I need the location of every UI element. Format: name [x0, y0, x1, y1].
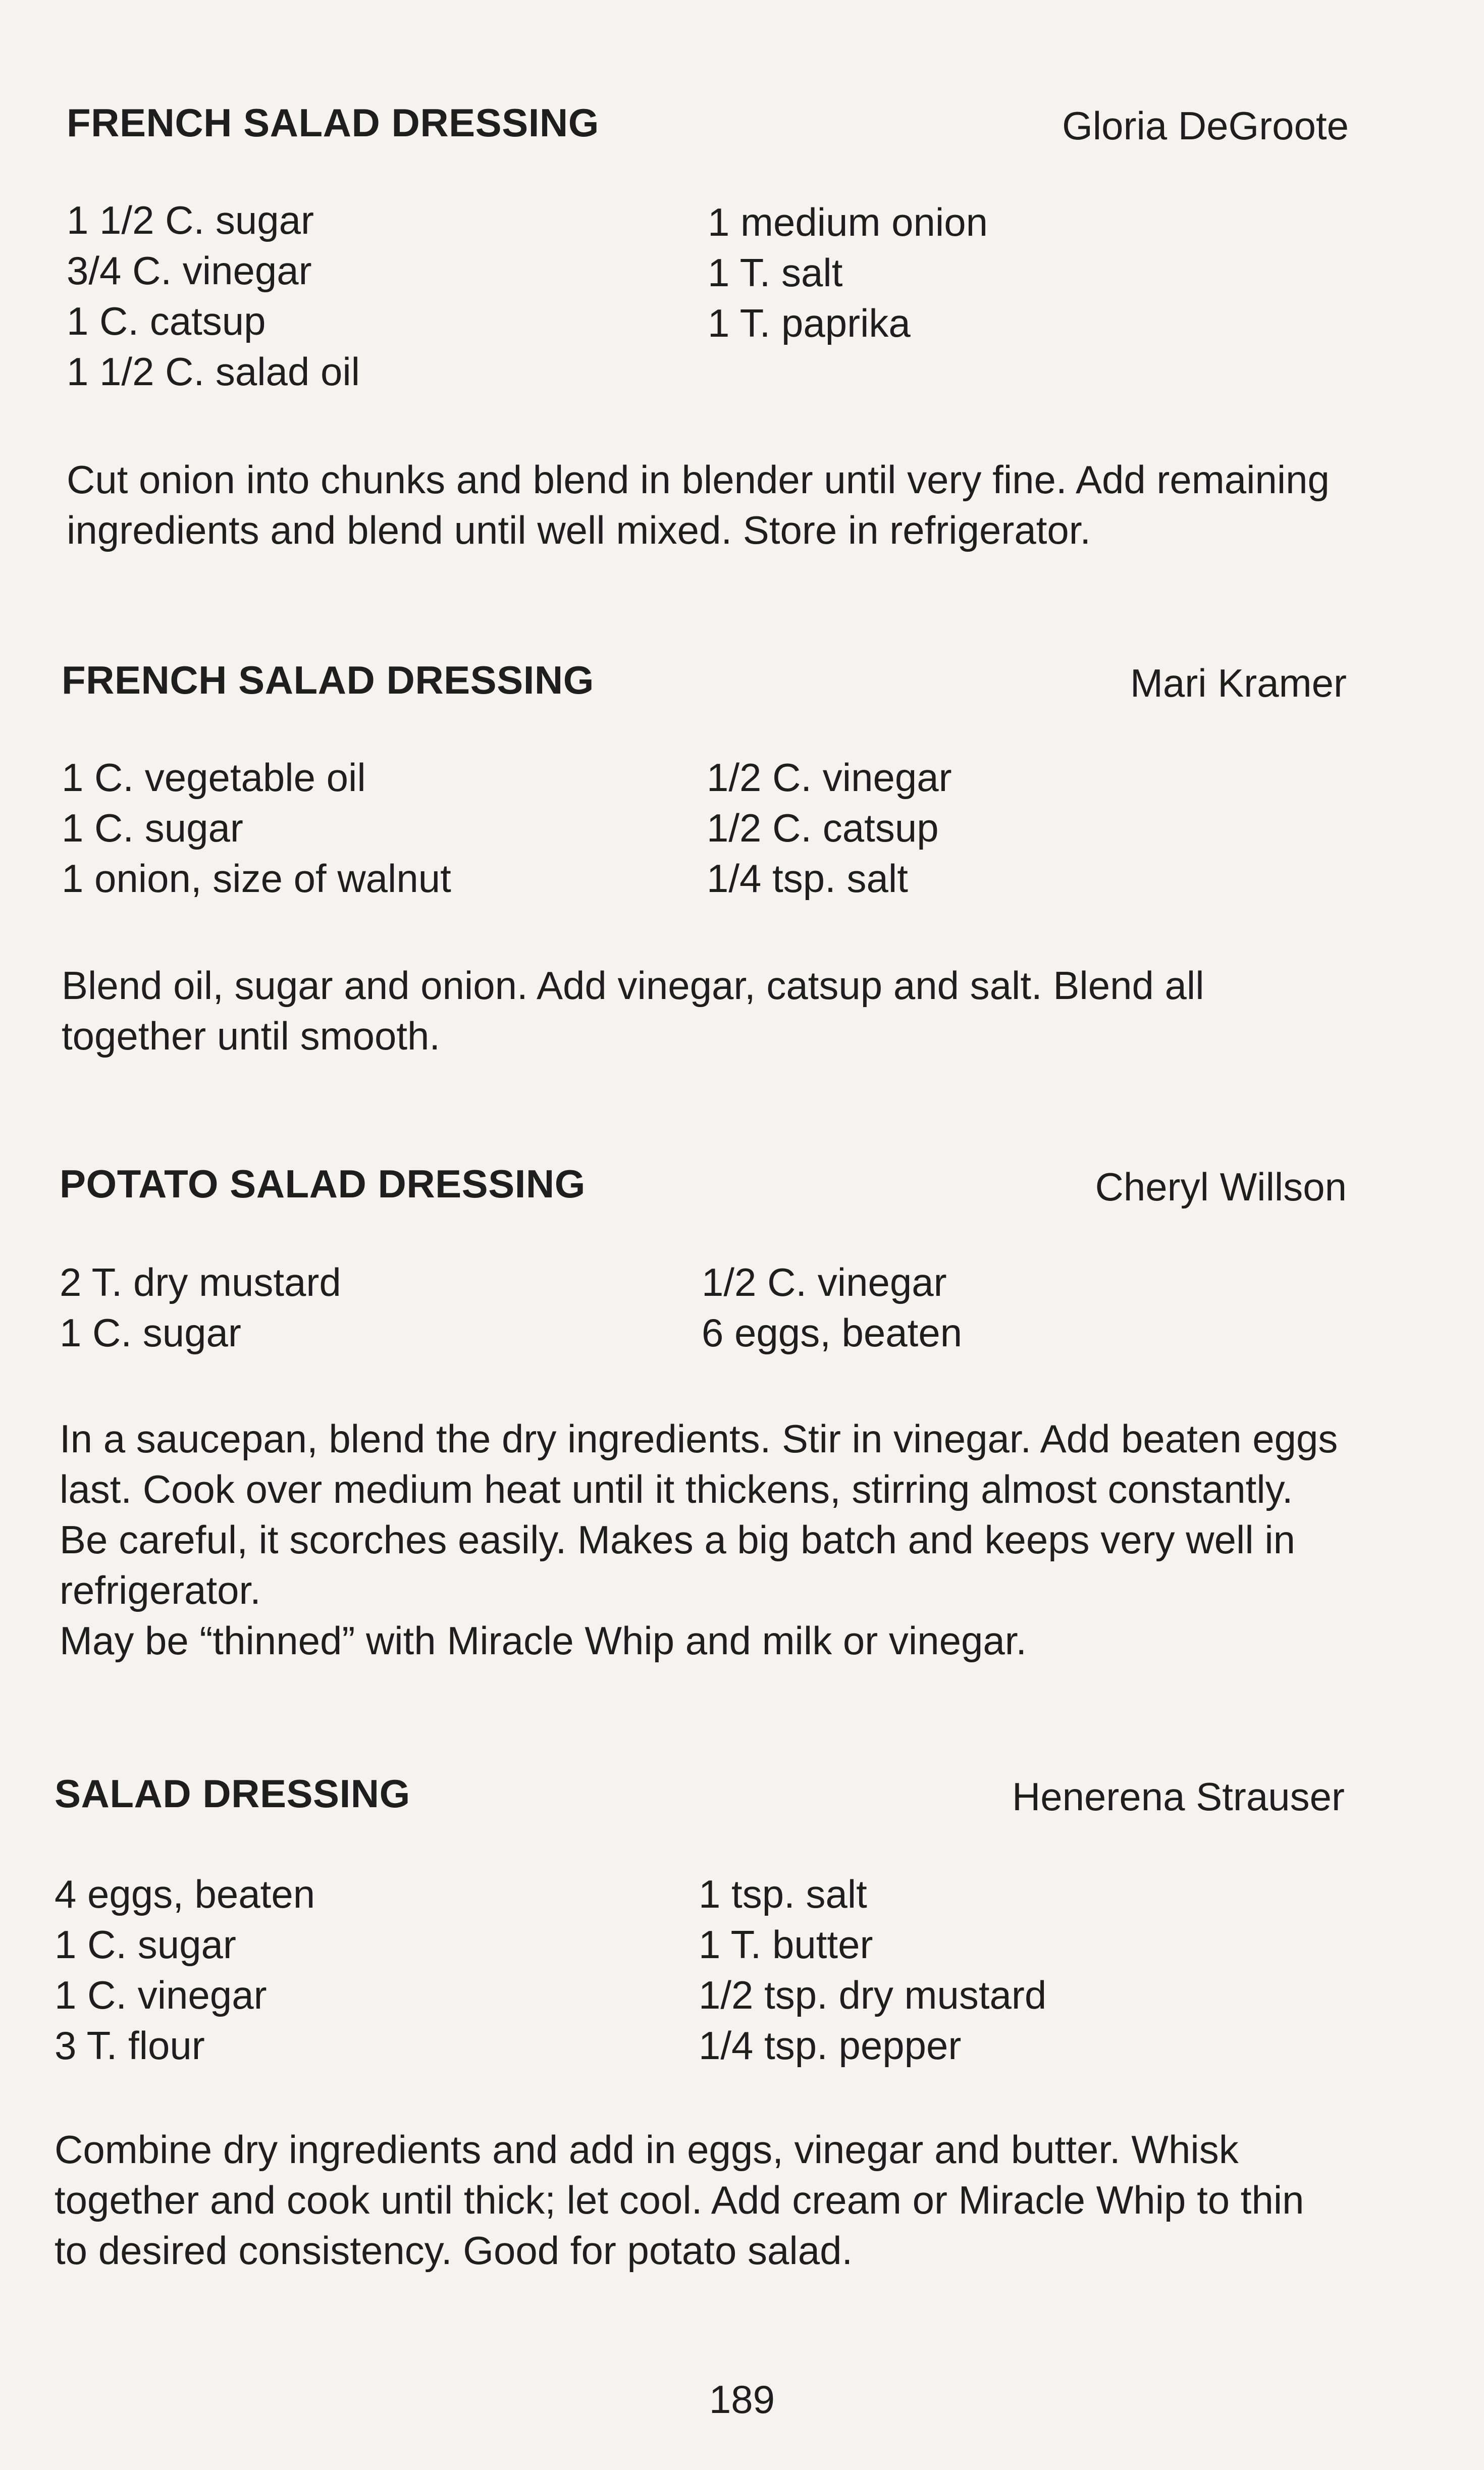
- ingredient-column-right: [707, 752, 952, 904]
- recipe-author: Gloria DeGroote: [1062, 103, 1349, 148]
- directions-note: May be “thinned” with Miracle Whip and milk or vinegar.: [60, 1618, 1027, 1663]
- ingredient-item: 1 onion, size of walnut: [62, 856, 451, 901]
- recipe-header: [60, 1161, 1347, 1217]
- ingredient-list: [60, 1257, 1347, 1358]
- recipe-author: Henerena Strauser: [1012, 1774, 1345, 1819]
- recipe-title: FRENCH SALAD DRESSING: [62, 658, 594, 702]
- directions-paragraph: Cut onion into chunks and blend in blender until very fine. Add remaining ingredients and blend until well mixed. Store in refrigerator.: [67, 457, 1330, 552]
- ingredient-item: 1/2 C. catsup: [707, 806, 939, 850]
- recipe-title: POTATO SALAD DRESSING: [60, 1162, 586, 1206]
- directions-paragraph: Blend oil, sugar and onion. Add vinegar, catsup and salt. Blend all together until smooth.: [62, 963, 1204, 1058]
- recipe-directions: [67, 454, 1349, 555]
- ingredient-item: 3/4 C. vinegar: [67, 248, 312, 293]
- ingredient-list: [62, 752, 1347, 904]
- ingredient-list: [67, 195, 1349, 397]
- ingredient-item: 6 eggs, beaten: [702, 1310, 963, 1355]
- recipe-header: [55, 1771, 1345, 1826]
- recipe-french-salad-dressing-kramer: [62, 657, 1347, 1058]
- recipe-potato-salad-dressing: [60, 1161, 1347, 1663]
- ingredient-column-right: [699, 1869, 1046, 2071]
- ingredient-item: 1 C. sugar: [55, 1922, 236, 1967]
- ingredient-item: 1/2 tsp. dry mustard: [699, 1973, 1047, 2017]
- ingredient-item: 1 C. vinegar: [55, 1973, 267, 2017]
- directions-paragraph: Combine dry ingredients and add in eggs, vinegar and butter. Whisk together and cook until thick; let cool. Add cream or Miracle Whip to thin to desired consistency. Good for potato salad.: [55, 2127, 1304, 2273]
- ingredient-item: 1 1/2 C. sugar: [67, 198, 314, 242]
- ingredient-column-left: [55, 1869, 315, 2071]
- recipe-author: Mari Kramer: [1130, 661, 1347, 705]
- page-number: 189: [709, 2377, 775, 2422]
- recipe-title: SALAD DRESSING: [55, 1771, 410, 1816]
- ingredient-item: 1/4 tsp. pepper: [699, 2023, 962, 2068]
- ingredient-item: 1 1/2 C. salad oil: [67, 349, 360, 394]
- ingredient-item: 1 T. salt: [708, 250, 843, 295]
- ingredient-item: 4 eggs, beaten: [55, 1872, 315, 1916]
- ingredient-item: 1 C. sugar: [60, 1310, 241, 1355]
- ingredient-item: 1 C. catsup: [67, 299, 266, 343]
- ingredient-item: 1/2 C. vinegar: [707, 755, 952, 800]
- ingredient-column-right: [702, 1257, 962, 1358]
- ingredient-item: 1/4 tsp. salt: [707, 856, 908, 901]
- recipe-directions: [62, 960, 1347, 1061]
- ingredient-item: 1 tsp. salt: [699, 1872, 867, 1916]
- ingredient-item: 1 medium onion: [708, 200, 988, 244]
- recipe-directions: [60, 1413, 1347, 1666]
- recipe-french-salad-dressing-degroote: [67, 100, 1349, 552]
- directions-paragraph: In a saucepan, blend the dry ingredients. Stir in vinegar. Add beaten eggs last. Cook over medium heat until it thickens, stirring almost constantly. Be careful, it scorches easily. Makes a big batch and keeps very well in refrigerator.: [60, 1416, 1338, 1612]
- recipe-title: FRENCH SALAD DRESSING: [67, 100, 599, 145]
- ingredient-item: 3 T. flour: [55, 2023, 205, 2068]
- ingredient-item: 1 C. sugar: [62, 806, 243, 850]
- ingredient-item: 1/2 C. vinegar: [702, 1260, 947, 1304]
- ingredient-item: 1 T. butter: [699, 1922, 873, 1967]
- recipe-author: Cheryl Willson: [1095, 1165, 1347, 1209]
- ingredient-column-left: [60, 1257, 341, 1358]
- recipe-directions: [55, 2124, 1345, 2276]
- ingredient-list: [55, 1869, 1345, 2071]
- ingredient-item: 1 C. vegetable oil: [62, 755, 366, 800]
- recipe-header: [62, 657, 1347, 713]
- ingredient-column-right: [708, 197, 988, 348]
- ingredient-column-left: [67, 195, 360, 397]
- recipe-header: [67, 100, 1349, 155]
- ingredient-item: 2 T. dry mustard: [60, 1260, 341, 1304]
- ingredient-item: 1 T. paprika: [708, 301, 911, 345]
- recipe-salad-dressing-strauser: [55, 1771, 1345, 2273]
- ingredient-column-left: [62, 752, 451, 904]
